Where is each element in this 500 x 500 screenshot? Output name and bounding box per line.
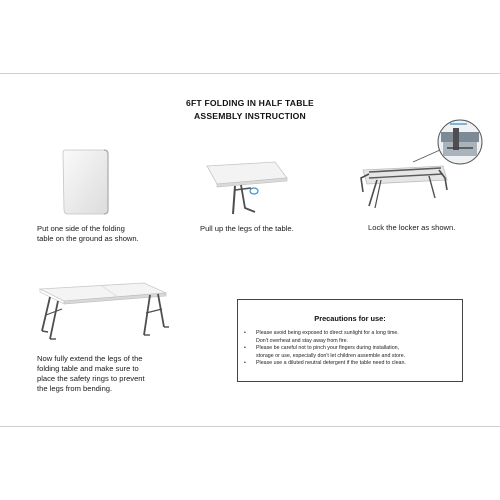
step-1-caption	[37, 224, 177, 244]
bullet-icon: •	[244, 345, 246, 352]
step-4-caption-line: Now fully extend the legs of the	[37, 354, 143, 363]
precautions-list	[244, 330, 460, 368]
step-4-caption-line: folding table and make sure to	[37, 364, 139, 373]
step-4-caption-line: the legs from bending.	[37, 384, 113, 393]
step-4-caption-line: place the safety rings to prevent	[37, 374, 145, 383]
step-1-caption-line: table on the ground as shown.	[37, 234, 139, 243]
step-2-caption-line: Pull up the legs of the table.	[200, 224, 294, 233]
precautions-box	[237, 299, 463, 382]
precaution-line: Please be careful not to pinch your fingers during installation,	[256, 345, 400, 352]
precaution-item	[244, 330, 460, 345]
lock-locker-image	[355, 118, 485, 213]
precaution-line: Don't overheat and stay away from fire.	[256, 337, 348, 344]
bullet-icon: •	[244, 360, 246, 367]
step-2-caption	[200, 224, 340, 234]
step-4-caption	[37, 354, 177, 394]
step-1-caption-line: Put one side of the folding	[37, 224, 125, 233]
precautions-title: Precautions for use:	[314, 314, 386, 323]
page-bottom-divider	[0, 426, 500, 427]
pull-up-legs-image	[205, 158, 290, 218]
precaution-item	[244, 360, 460, 368]
precaution-line: storage or use, especially don't let children assemble and store.	[256, 352, 406, 359]
precaution-item	[244, 345, 460, 360]
precaution-line: Please use a diluted neutral detergent if the table need to clean.	[256, 360, 406, 367]
bullet-icon: •	[244, 330, 246, 336]
document-subtitle: ASSEMBLY INSTRUCTION	[194, 111, 306, 121]
document-title: 6FT FOLDING IN HALF TABLE	[185, 98, 314, 108]
precaution-line: Please avoid being exposed to direct sunlight for a long time.	[256, 330, 399, 336]
folded-table-image	[60, 148, 110, 216]
page-top-divider	[0, 73, 500, 74]
extended-table-image	[32, 279, 172, 349]
step-3-caption	[368, 223, 488, 233]
step-3-caption-line: Lock the locker as shown.	[368, 223, 456, 232]
